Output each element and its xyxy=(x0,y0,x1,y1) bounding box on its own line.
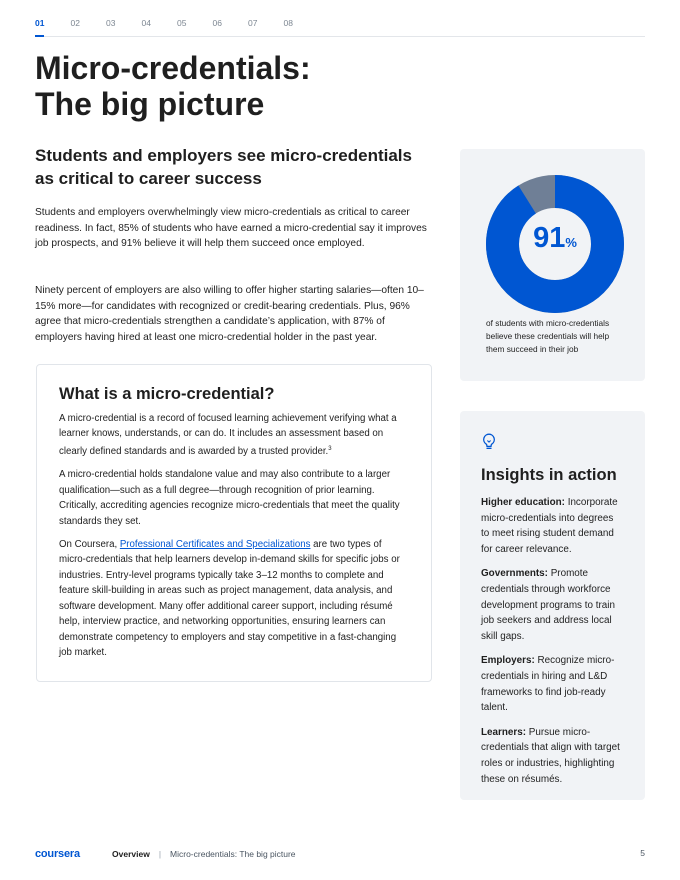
insight-text: Promote credentials through workforce development programs to train job seekers and address local skill gaps. xyxy=(481,568,615,642)
callout-paragraph-1-text: A micro-credential is a record of focused learning achievement verifying what a learner knows, understands, or can do. It includes an assessment based on clearly defined standards and is awarded by a trusted provider. xyxy=(59,413,397,458)
lightbulb-icon xyxy=(481,433,497,451)
tab-03[interactable]: 03 xyxy=(106,18,116,28)
tab-07[interactable]: 07 xyxy=(248,18,258,28)
insight-label: Higher education: xyxy=(481,497,565,508)
insight-higher-education xyxy=(481,495,624,557)
page-title-line-1: Micro-credentials: xyxy=(35,50,311,86)
stat-number: 91 xyxy=(533,222,566,254)
tab-08[interactable]: 08 xyxy=(283,18,293,28)
tab-05[interactable]: 05 xyxy=(177,18,187,28)
insight-employers xyxy=(481,653,624,715)
footer-separator: | xyxy=(158,849,162,859)
page-title-line-2: The big picture xyxy=(35,86,265,122)
callout-paragraph-2: A micro-credential holds standalone value and may also contribute to a larger qualification—such as a full degree—through recognition of prior learning. Critically, accrediting agencies recognize micro-credentials that meet the quality standards they set. xyxy=(59,469,400,527)
certificates-link[interactable]: Professional Certificates and Specializations xyxy=(119,539,311,551)
insight-label: Employers: xyxy=(481,655,535,667)
footer-overview-link[interactable]: Overview xyxy=(112,849,150,859)
tab-06[interactable]: 06 xyxy=(212,18,222,28)
donut-value-label xyxy=(486,222,624,255)
tab-01[interactable]: 01 xyxy=(35,16,71,36)
insight-governments xyxy=(481,566,624,644)
insight-label: Governments: xyxy=(481,568,548,580)
stat-caption: of students with micro-credentials believe these credentials will help them succeed in their job xyxy=(486,318,610,354)
coursera-logo[interactable]: coursera xyxy=(35,848,80,860)
section-heading: Students and employers see micro-credentials as critical to career success xyxy=(35,146,412,188)
callout-paragraph-1 xyxy=(59,411,409,459)
tab-04[interactable]: 04 xyxy=(141,18,151,28)
page-title xyxy=(35,50,455,122)
insights-title: Insights in action xyxy=(481,466,617,484)
insight-text: Recognize micro-credentials in hiring and L&D frameworks to find job-ready talent. xyxy=(481,655,615,714)
section-tabs xyxy=(35,16,645,37)
insight-label: Learners: xyxy=(481,726,527,738)
callout-paragraph-3 xyxy=(59,537,409,660)
tab-02[interactable]: 02 xyxy=(70,18,80,28)
footnote-marker[interactable]: 3 xyxy=(328,445,332,452)
callout-p3-lead: On Coursera, xyxy=(59,539,120,551)
page-number: 5 xyxy=(640,848,645,858)
callout-title: What is a micro-credential? xyxy=(59,385,275,403)
footer-section-title: Micro-credentials: The big picture xyxy=(170,849,296,859)
insight-text: Pursue micro-credentials that align with target roles or industries, highlighting these on résumés. xyxy=(481,726,620,785)
insight-text: Incorporate micro-credentials into degrees to meet rising student demand for career relevance. xyxy=(481,497,618,555)
stat-card xyxy=(460,149,645,381)
intro-paragraph-1: Students and employers overwhelmingly view micro-credentials as critical to career readiness. In fact, 85% of students who have earned a micro-credential say it improves job prospects, and 91% believe it will help them succeed once employed. xyxy=(35,207,427,250)
intro-paragraph-2: Ninety percent of employers are also willing to offer higher starting salaries—often 10–15% more—for candidates with recognized or credit-bearing credentials. Plus, 96% agree that micro-credentials strengthen a candidate’s application, with 87% of employers having hired at least one micro-credential holder in the past year. xyxy=(35,285,424,344)
insight-learners xyxy=(481,725,624,787)
stat-unit: % xyxy=(565,235,577,250)
callout-p3-rest: are two types of micro-credentials that help learners develop in-demand skills for specific jobs or industries. Entry-level programs typically take 3–12 months to complete and feature skill-building in areas such as project management, data analysis, and software development. Many offer additional career support, including résumé help, interview practice, and networking opportunities, ensuring learners can demonstrate competency to employers and stay competitive in a fast-changing job market. xyxy=(59,539,400,658)
insights-card xyxy=(460,411,645,800)
definition-callout xyxy=(36,364,432,682)
page-footer xyxy=(35,846,645,862)
